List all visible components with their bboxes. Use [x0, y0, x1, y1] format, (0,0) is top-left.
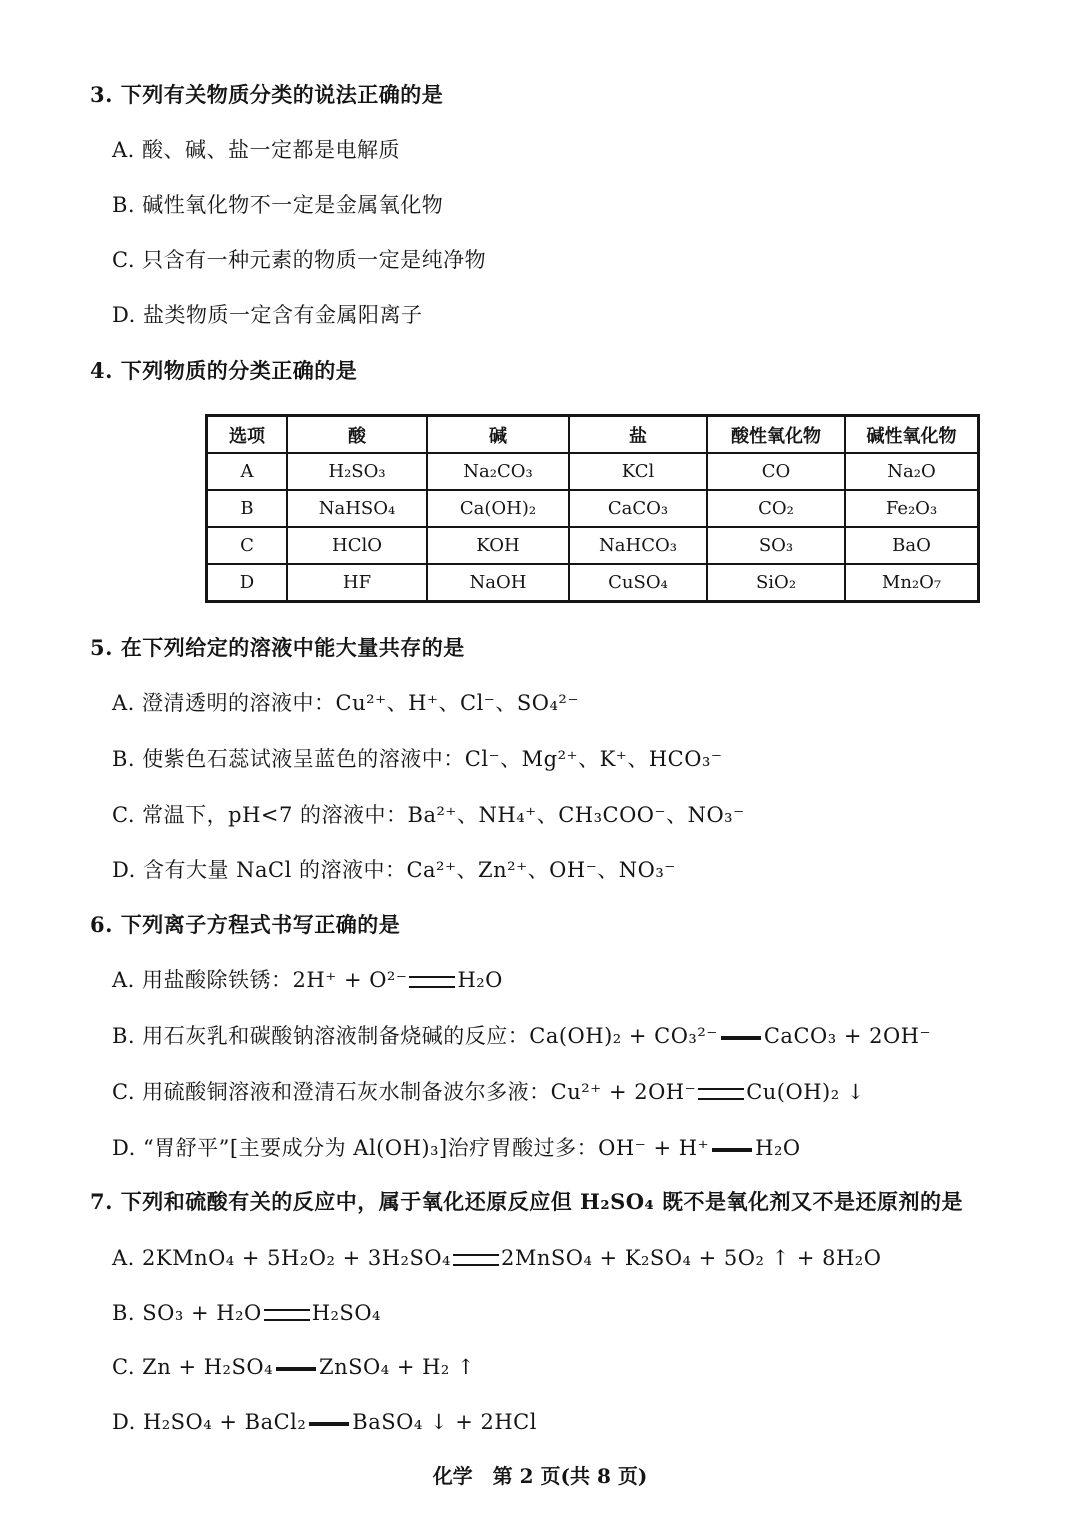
table-cell: CaCO₃	[569, 490, 707, 527]
table-cell: SiO₂	[707, 564, 845, 602]
table-header: 选项	[207, 416, 288, 454]
table-cell: HF	[287, 564, 427, 602]
question-3-option-a: A. 酸、碱、盐一定都是电解质	[112, 138, 401, 162]
equation-left: A. 用盐酸除铁锈：2H⁺ + O²⁻	[112, 968, 408, 992]
table-cell: Na₂O	[845, 453, 979, 490]
equals-sign-icon	[453, 1254, 499, 1266]
question-3-stem: 3. 下列有关物质分类的说法正确的是	[90, 82, 444, 107]
table-cell: Na₂CO₃	[427, 453, 569, 490]
question-5-option-b: B. 使紫色石蕊试液呈蓝色的溶液中：Cl⁻、Mg²⁺、K⁺、HCO₃⁻	[112, 747, 723, 771]
equation-right: H₂O	[755, 1136, 801, 1160]
table-cell: Mn₂O₇	[845, 564, 979, 602]
table-cell: NaHSO₄	[287, 490, 427, 527]
question-6-option-b	[112, 1021, 931, 1051]
table-cell: Ca(OH)₂	[427, 490, 569, 527]
table-cell: SO₃	[707, 527, 845, 564]
equation-right: ZnSO₄ + H₂ ↑	[319, 1355, 476, 1379]
table-cell: B	[207, 490, 288, 527]
table-cell: C	[207, 527, 288, 564]
question-6-stem: 6. 下列离子方程式书写正确的是	[90, 912, 401, 937]
table-header-row	[207, 416, 979, 454]
table-cell: Fe₂O₃	[845, 490, 979, 527]
equals-sign-icon	[309, 1422, 349, 1426]
question-7-option-a	[112, 1243, 881, 1273]
equation-right: CaCO₃ + 2OH⁻	[763, 1024, 932, 1048]
table-cell: A	[207, 453, 288, 490]
question-5-option-d: D. 含有大量 NaCl 的溶液中：Ca²⁺、Zn²⁺、OH⁻、NO₃⁻	[112, 858, 676, 882]
equation-right: H₂O	[457, 968, 503, 992]
table-header: 酸性氧化物	[707, 416, 845, 454]
question-7-option-c	[112, 1352, 475, 1382]
table-cell: NaOH	[427, 564, 569, 602]
equation-right: 2MnSO₄ + K₂SO₄ + 5O₂ ↑ + 8H₂O	[500, 1246, 882, 1270]
table-row	[207, 490, 979, 527]
question-5-option-a: A. 澄清透明的溶液中：Cu²⁺、H⁺、Cl⁻、SO₄²⁻	[112, 691, 579, 715]
equation-left: C. Zn + H₂SO₄	[112, 1355, 273, 1379]
page-footer: 化学 第 2 页(共 8 页)	[432, 1464, 648, 1488]
question-6-option-c	[112, 1077, 865, 1107]
table-row	[207, 453, 979, 490]
table-header: 碱性氧化物	[845, 416, 979, 454]
table-cell: H₂SO₃	[287, 453, 427, 490]
table-cell: CO	[707, 453, 845, 490]
equation-right: Cu(OH)₂ ↓	[746, 1080, 865, 1104]
table-cell: KOH	[427, 527, 569, 564]
equals-sign-icon	[264, 1309, 310, 1321]
question-5-option-c: C. 常温下，pH<7 的溶液中：Ba²⁺、NH₄⁺、CH₃COO⁻、NO₃⁻	[112, 803, 745, 827]
question-7-option-d	[112, 1407, 537, 1437]
question-3-option-d: D. 盐类物质一定含有金属阳离子	[112, 303, 423, 327]
equation-left: A. 2KMnO₄ + 5H₂O₂ + 3H₂SO₄	[112, 1246, 451, 1270]
equals-sign-icon	[698, 1088, 744, 1100]
table-row	[207, 527, 979, 564]
equation-right: H₂SO₄	[311, 1301, 381, 1325]
question-6-option-d	[112, 1133, 801, 1163]
equation-left: D. “胃舒平”[主要成分为 Al(OH)₃]治疗胃酸过多：OH⁻ + H⁺	[112, 1136, 710, 1160]
question-6-option-a	[112, 965, 503, 995]
classification-table	[205, 414, 980, 603]
equation-right: BaSO₄ ↓ + 2HCl	[352, 1410, 537, 1434]
equation-left: B. 用石灰乳和碳酸钠溶液制备烧碱的反应：Ca(OH)₂ + CO₃²⁻	[112, 1024, 718, 1048]
question-7-stem: 7. 下列和硫酸有关的反应中，属于氧化还原反应但 H₂SO₄ 既不是氧化剂又不是还原剂的是	[90, 1189, 964, 1214]
equals-sign-icon	[409, 976, 455, 988]
equation-left: C. 用硫酸铜溶液和澄清石灰水制备波尔多液：Cu²⁺ + 2OH⁻	[112, 1080, 697, 1104]
table-cell: CO₂	[707, 490, 845, 527]
table-cell: KCl	[569, 453, 707, 490]
equals-sign-icon	[721, 1036, 761, 1040]
table-header: 碱	[427, 416, 569, 454]
equals-sign-icon	[276, 1367, 316, 1371]
table-cell: CuSO₄	[569, 564, 707, 602]
question-4-stem: 4. 下列物质的分类正确的是	[90, 358, 358, 383]
question-3-option-c: C. 只含有一种元素的物质一定是纯净物	[112, 248, 487, 272]
table-header: 酸	[287, 416, 427, 454]
table-cell: BaO	[845, 527, 979, 564]
question-7-option-b	[112, 1298, 381, 1328]
equation-left: B. SO₃ + H₂O	[112, 1301, 262, 1325]
table-cell: HClO	[287, 527, 427, 564]
table-cell: NaHCO₃	[569, 527, 707, 564]
table-cell: D	[207, 564, 288, 602]
table-row	[207, 564, 979, 602]
equals-sign-icon	[712, 1148, 752, 1152]
question-3-option-b: B. 碱性氧化物不一定是金属氧化物	[112, 193, 444, 217]
equation-left: D. H₂SO₄ + BaCl₂	[112, 1410, 307, 1434]
question-5-stem: 5. 在下列给定的溶液中能大量共存的是	[90, 635, 465, 660]
table-header: 盐	[569, 416, 707, 454]
